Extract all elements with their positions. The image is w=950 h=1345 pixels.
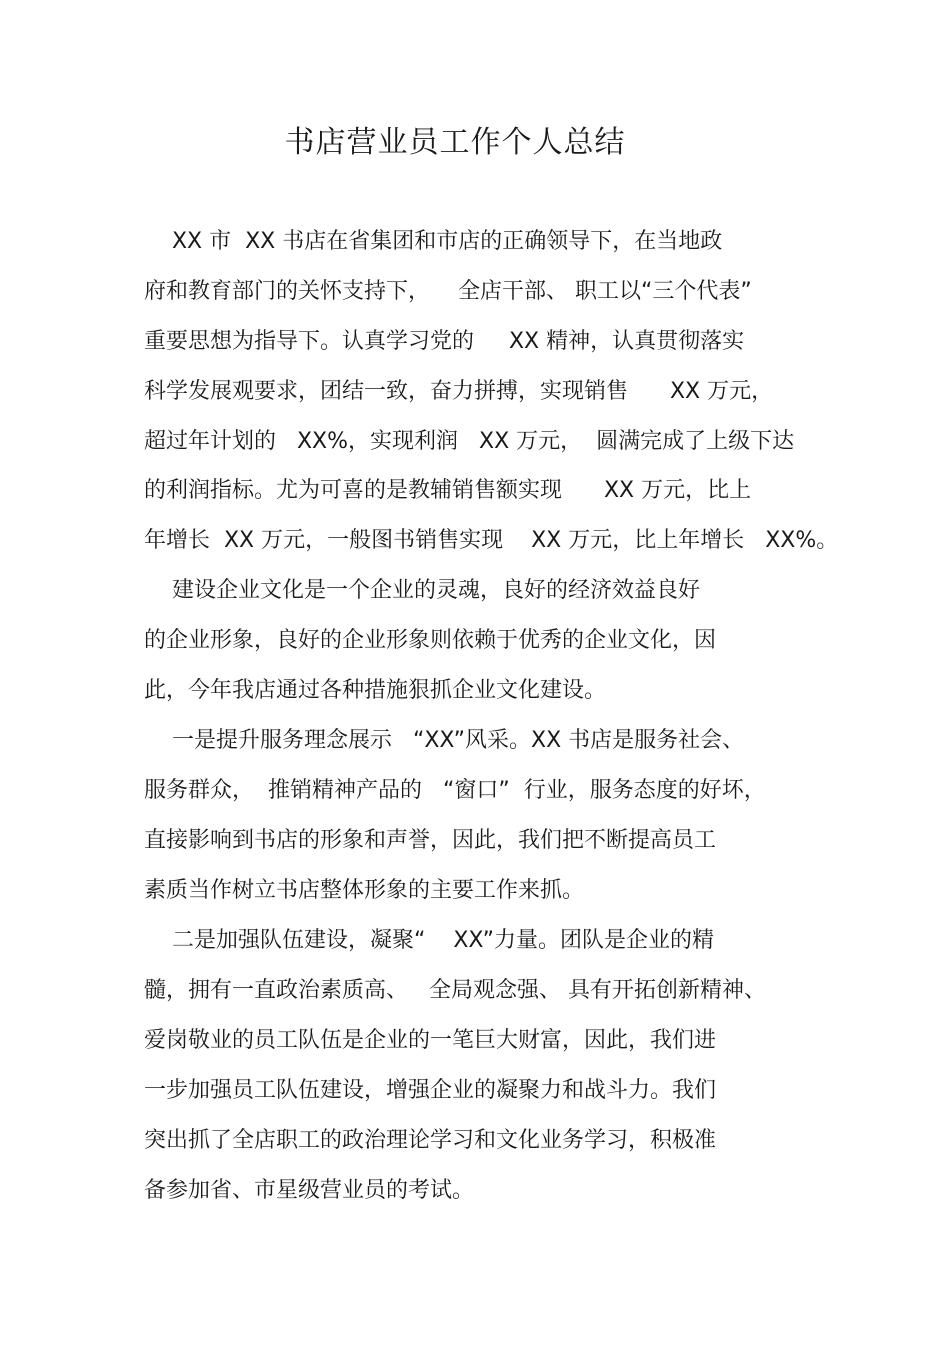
document-title: 书店营业员工作个人总结 — [284, 125, 626, 160]
text-line: 的企业形象，良好的企业形象则依赖于优秀的企业文化，因 — [144, 628, 717, 653]
text-line: 科学发展观要求，团结一致，奋力拼搏，实现销售 XX 万元， — [144, 379, 774, 404]
text-line: 年增长 XX 万元，一般图书销售实现 XX 万元，比上年增长 XX%。 — [144, 528, 839, 553]
text-line: 重要思想为指导下。认真学习党的 XX 精神，认真贯彻落实 — [144, 329, 745, 354]
text-line: 建设企业文化是一个企业的灵魂，良好的经济效益良好 — [144, 578, 700, 603]
text-line: 直接影响到书店的形象和声誉，因此，我们把不断提高员工 — [144, 828, 717, 853]
text-line: 此，今年我店通过各种措施狠抓企业文化建设。 — [144, 678, 607, 703]
text-line: 一步加强员工队伍建设，增强企业的凝聚力和战斗力。我们 — [144, 1078, 717, 1103]
text-line: XX 市 XX 书店在省集团和市店的正确领导下，在当地政 — [144, 229, 723, 254]
text-line: 爱岗敬业的员工队伍是企业的一笔巨大财富，因此，我们进 — [144, 1028, 717, 1053]
text-line: 突出抓了全店职工的政治理论学习和文化业务学习，积极准 — [144, 1128, 717, 1153]
text-line: 二是加强队伍建设，凝聚“ XX”力量。团队是企业的精 — [144, 928, 714, 953]
text-line: 的利润指标。尤为可喜的是教辅销售额实现 XX 万元，比上 — [144, 478, 752, 503]
text-line: 素质当作树立书店整体形象的主要工作来抓。 — [144, 878, 585, 903]
text-line: 超过年计划的 XX%，实现利润 XX 万元， 圆满完成了上级下达 — [144, 429, 795, 454]
text-line: 备参加省、市星级营业员的考试。 — [144, 1178, 475, 1203]
text-line: 服务群众， 推销精神产品的 “窗口” 行业，服务态度的好坏， — [144, 778, 766, 803]
text-line: 府和教育部门的关怀支持下， 全店干部、 职工以“三个代表” — [144, 279, 752, 304]
text-line: 一是提升服务理念展示 “XX”风采。XX 书店是服务社会、 — [144, 728, 745, 753]
text-line: 髓，拥有一直政治素质高、 全局观念强、 具有开拓创新精神、 — [144, 978, 766, 1003]
